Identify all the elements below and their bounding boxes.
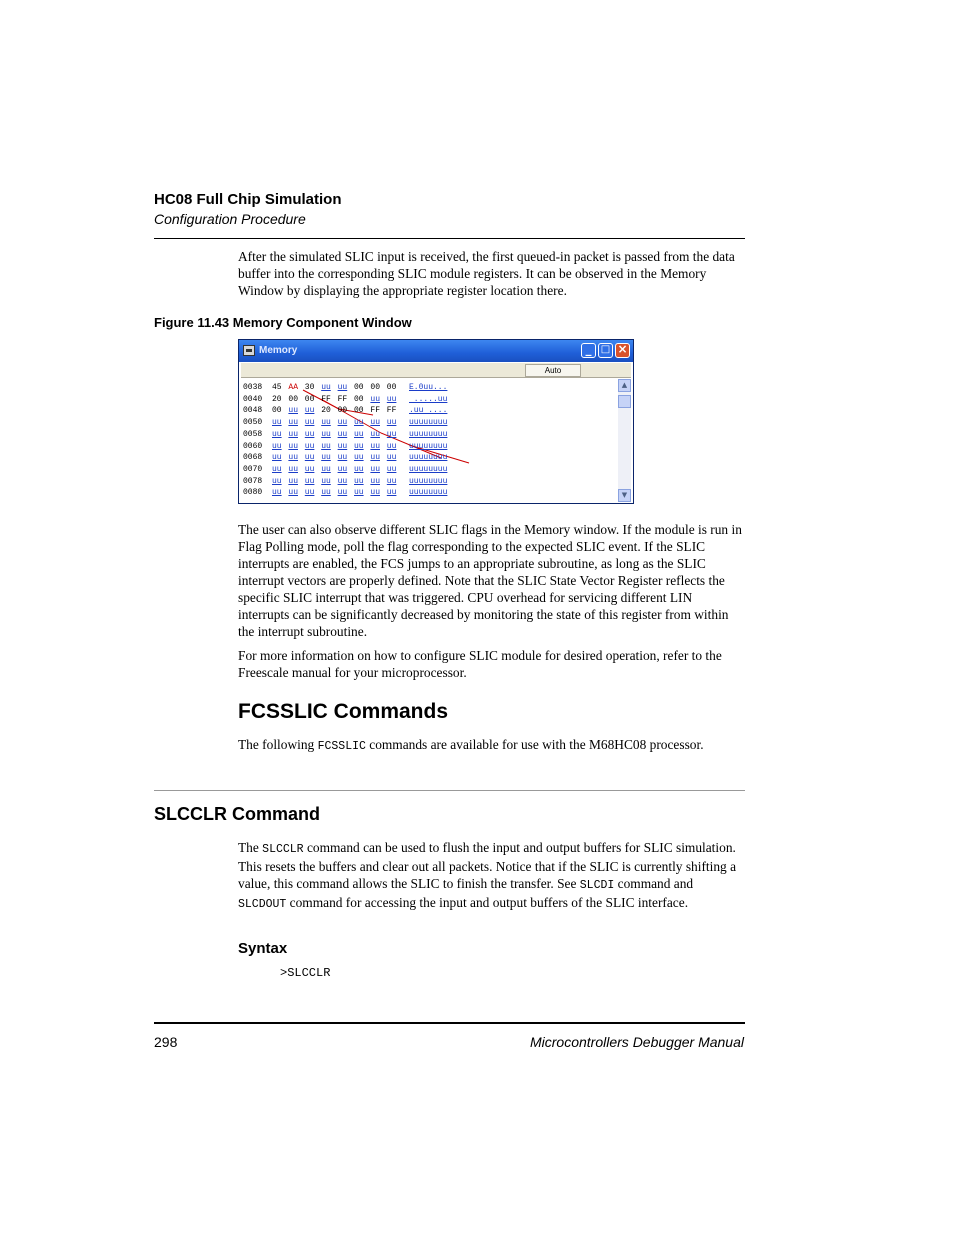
memory-byte[interactable]: uu [272, 464, 282, 474]
memory-byte[interactable]: uu [337, 441, 348, 451]
memory-byte[interactable]: uu [304, 464, 315, 474]
memory-address: 0050 [243, 418, 263, 428]
command-text-2: command can be used to flush the input and output buffers for SLIC simulation. This resets the buffers and clear out all packets. Notice that if the SLIC is currently shifting a value, this command allows the SLIC to finish the transfer. See [238, 840, 737, 891]
memory-byte[interactable]: 20 [321, 406, 331, 416]
memory-byte[interactable]: 00 [386, 383, 397, 392]
memory-byte[interactable]: 00 [272, 406, 282, 416]
memory-byte[interactable]: uu [370, 488, 380, 498]
scroll-thumb[interactable] [618, 395, 631, 408]
memory-address: 0040 [243, 394, 263, 404]
section-heading: FCSSLIC Commands [238, 700, 449, 723]
memory-byte[interactable]: uu [337, 383, 348, 392]
close-icon: × [617, 342, 628, 356]
more-info-paragraph: For more information on how to configure SLIC module for desired operation, refer to the Freescale manual for your microprocessor. [238, 648, 722, 680]
annotation-line [321, 399, 381, 433]
memory-byte[interactable]: uu [304, 429, 315, 439]
memory-byte[interactable]: FF [386, 406, 397, 416]
memory-byte[interactable]: uu [272, 476, 282, 486]
memory-byte[interactable]: uu [386, 394, 397, 404]
inline-code-slcclr: SLCCLR [262, 843, 304, 856]
figure-caption: Figure 11.43 Memory Component Window [154, 315, 412, 330]
running-header-subtitle: Configuration Procedure [154, 211, 306, 227]
memory-byte[interactable]: uu [337, 464, 348, 474]
memory-byte[interactable]: uu [321, 441, 331, 451]
memory-byte[interactable]: uu [337, 453, 348, 463]
memory-byte[interactable]: uu [386, 418, 397, 428]
memory-byte[interactable]: uu [321, 429, 331, 439]
memory-byte[interactable]: uu [304, 441, 315, 451]
command-text-4: command for accessing the input and output buffers of the SLIC interface. [286, 895, 689, 910]
memory-byte[interactable]: uu [386, 464, 397, 474]
command-heading: SLCCLR Command [154, 804, 320, 824]
memory-byte[interactable]: uu [386, 488, 397, 498]
maximize-icon: □ [600, 344, 611, 355]
chevron-up-icon: ▲ [621, 381, 628, 389]
memory-byte[interactable]: uu [354, 418, 364, 428]
memory-byte[interactable]: uu [337, 488, 348, 498]
close-button[interactable] [615, 343, 630, 358]
memory-address: 0080 [243, 488, 263, 498]
memory-byte[interactable]: uu [288, 476, 298, 486]
memory-byte[interactable]: 00 [370, 383, 380, 392]
memory-window-titlebar[interactable] [239, 340, 633, 362]
memory-ascii: uuuuuuuu [409, 441, 448, 451]
footer-rule [154, 1022, 745, 1024]
format-mode-field[interactable]: Auto [525, 364, 581, 377]
syntax-code: >SLCCLR [280, 966, 331, 980]
memory-address: 0070 [243, 464, 263, 474]
memory-address: 0078 [243, 476, 263, 486]
memory-byte[interactable]: uu [288, 488, 298, 498]
memory-byte[interactable]: FF [337, 394, 348, 404]
memory-byte[interactable]: 00 [354, 383, 364, 392]
inline-code-slcdout: SLCDOUT [238, 898, 287, 911]
memory-byte[interactable]: 00 [288, 394, 298, 404]
memory-address: 0058 [243, 429, 263, 439]
memory-byte[interactable]: uu [272, 429, 282, 439]
memory-byte[interactable]: 00 [354, 406, 364, 416]
syntax-heading: Syntax [238, 940, 288, 957]
inline-code-fcsslic: FCSSLIC [317, 740, 366, 753]
memory-byte[interactable]: uu [386, 429, 397, 439]
memory-byte[interactable]: uu [304, 418, 315, 428]
command-text-3: command and [614, 876, 694, 891]
memory-byte[interactable]: uu [386, 476, 397, 486]
memory-byte[interactable]: uu [321, 488, 331, 498]
memory-byte[interactable]: uu [354, 464, 364, 474]
memory-byte[interactable]: uu [354, 488, 364, 498]
memory-ascii: uuuuuuuu [409, 453, 448, 463]
memory-byte[interactable]: uu [354, 441, 364, 451]
inline-code-slcdi: SLCDI [579, 879, 615, 892]
memory-byte[interactable]: uu [288, 464, 298, 474]
memory-byte[interactable]: uu [304, 488, 315, 498]
footer-manual-title: Microcontrollers Debugger Manual [530, 1034, 744, 1050]
maximize-button[interactable] [598, 343, 613, 358]
memory-byte[interactable]: uu [370, 441, 380, 451]
memory-byte[interactable]: uu [337, 476, 348, 486]
memory-ascii: uuuuuuuu [409, 488, 448, 498]
memory-byte[interactable]: uu [288, 418, 298, 428]
memory-ascii: E.0uu... [409, 383, 448, 392]
section-intro [238, 736, 744, 755]
memory-byte[interactable]: uu [272, 488, 282, 498]
memory-byte[interactable]: uu [354, 453, 364, 463]
memory-window [238, 339, 634, 504]
memory-byte[interactable]: 45 [272, 383, 282, 392]
header-rule [154, 238, 745, 239]
memory-byte[interactable]: uu [370, 464, 380, 474]
memory-vertical-scrollbar[interactable] [618, 379, 631, 502]
command-rule [154, 790, 745, 791]
flags-paragraph: The user can also observe different SLIC flags in the Memory window. If the module is run in Flag Polling mode, poll the flag corresponding to the expected SLIC event. If the SLIC interrupts are enabled, the FCS jumps to an appropriate subroutine, as long as the SLIC interrupt vectors are properly defined. Note that the SLIC State Vector Register reflects the specific SLIC interrupt that was triggered. CPU overhead for servicing different LIN interrupts can be significantly decreased by monitoring the state of this register from within the interrupt subroutine. [238, 522, 742, 639]
memory-byte[interactable]: FF [321, 394, 331, 404]
memory-byte[interactable]: uu [370, 476, 380, 486]
memory-byte[interactable]: uu [321, 418, 331, 428]
memory-byte[interactable]: uu [354, 476, 364, 486]
page-number: 298 [154, 1034, 178, 1050]
chevron-down-icon: ▼ [621, 491, 628, 499]
minimize-icon: _ [585, 342, 592, 356]
memory-byte[interactable]: uu [354, 429, 364, 439]
memory-byte[interactable]: uu [288, 406, 298, 416]
memory-byte[interactable]: uu [304, 453, 315, 463]
memory-byte[interactable]: 00 [304, 394, 315, 404]
memory-byte[interactable]: uu [304, 406, 315, 416]
memory-byte[interactable]: 00 [337, 406, 348, 416]
memory-byte[interactable]: uu [370, 418, 380, 428]
memory-byte[interactable]: uu [337, 429, 348, 439]
memory-byte[interactable]: uu [304, 476, 315, 486]
memory-byte[interactable]: uu [272, 418, 282, 428]
running-header-title: HC08 Full Chip Simulation [154, 191, 342, 208]
memory-ascii: .uu .... [409, 406, 448, 416]
memory-byte[interactable]: uu [370, 453, 380, 463]
memory-window-title: Memory [259, 345, 298, 356]
memory-byte[interactable]: uu [321, 383, 331, 392]
section-intro-text: The following [238, 737, 318, 752]
memory-byte[interactable]: uu [288, 453, 298, 463]
section-intro-text-end: commands are available for use with the M68HC08 processor. [365, 737, 704, 752]
memory-ascii: uuuuuuuu [409, 418, 448, 428]
scroll-down-button[interactable] [618, 489, 631, 502]
memory-byte[interactable]: uu [321, 476, 331, 486]
memory-ascii: .....uu [409, 394, 448, 404]
memory-byte[interactable]: uu [321, 464, 331, 474]
memory-ascii: uuuuuuuu [409, 476, 448, 486]
command-description [238, 839, 744, 913]
memory-byte[interactable]: uu [321, 453, 331, 463]
memory-byte[interactable]: uu [386, 453, 397, 463]
memory-byte[interactable]: uu [288, 429, 298, 439]
memory-byte[interactable]: FF [370, 406, 380, 416]
minimize-button[interactable] [581, 343, 596, 358]
memory-byte[interactable]: AA [288, 383, 298, 392]
memory-byte[interactable]: uu [272, 441, 282, 451]
memory-byte[interactable]: 30 [304, 383, 315, 392]
memory-dump-area[interactable] [241, 379, 617, 502]
memory-address: 0068 [243, 453, 263, 463]
command-text-1: The [238, 840, 263, 855]
memory-ascii: uuuuuuuu [409, 464, 448, 474]
memory-window-icon [243, 345, 255, 356]
memory-byte[interactable]: uu [370, 394, 380, 404]
memory-byte[interactable]: 00 [354, 394, 364, 404]
memory-byte[interactable]: uu [288, 441, 298, 451]
memory-toolbar [241, 363, 631, 378]
memory-byte[interactable]: uu [337, 418, 348, 428]
memory-address: 0060 [243, 441, 263, 451]
intro-paragraph: After the simulated SLIC input is received, the first queued-in packet is passed from the data buffer into the corresponding SLIC module registers. It can be observed in the Memory Window by displaying the appropriate register location there. [238, 249, 735, 298]
memory-address: 0038 [243, 383, 263, 392]
memory-address: 0048 [243, 406, 263, 416]
scroll-up-button[interactable] [618, 379, 631, 392]
memory-byte[interactable]: uu [386, 441, 397, 451]
memory-ascii: uuuuuuuu [409, 429, 448, 439]
memory-byte[interactable]: uu [272, 453, 282, 463]
memory-byte[interactable]: uu [370, 429, 380, 439]
memory-byte[interactable]: 20 [272, 394, 282, 404]
